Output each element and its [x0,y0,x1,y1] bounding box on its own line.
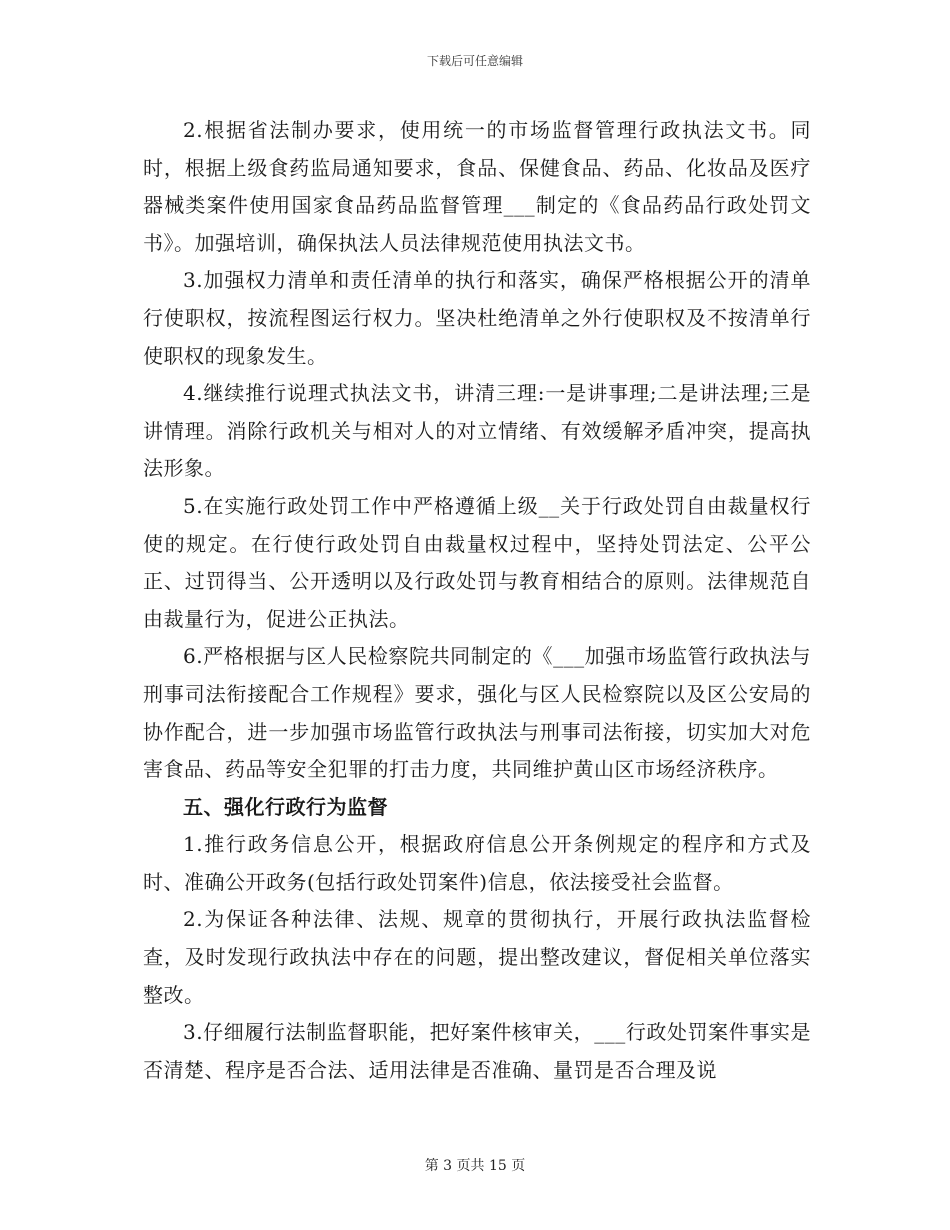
section-paragraph-1: 1.推行政务信息公开，根据政府信息公开条例规定的程序和方式及时、准确公开政务(包括行政处罚案件)信息，依法接受社会监督。 [143,832,811,894]
document-body [143,112,811,1089]
paragraph-item-3: 3.加强权力清单和责任清单的执行和落实，确保严格根据公开的清单行使职权，按流程图运行权力。坚决杜绝清单之外行使职权及不按清单行使职权的现象发生。 [143,268,811,368]
paragraph-item-4: 4.继续推行说理式执法文书，讲清三理:一是讲事理;二是讲法理;三是讲情理。消除行政机关与相对人的对立情绪、有效缓解矛盾冲突，提高执法形象。 [143,381,811,481]
page-number: 第 3 页共 15 页 [424,1158,526,1174]
section-heading: 五、强化行政行为监督 [183,794,388,819]
paragraph-item-6: 6.严格根据与区人民检察院共同制定的《___加强市场监管行政执法与刑事司法衔接配合工作规程》要求，强化与区人民检察院以及区公安局的协作配合，进一步加强市场监管行政执法与刑事司法衔接，切实加大对危害食品、药品等安全犯罪的打击力度，共同维护黄山区市场经济秩序。 [143,644,811,782]
section-paragraph-3: 3.仔细履行法制监督职能，把好案件核审关，___行政处罚案件事实是否清楚、程序是否合法、适用法律是否准确、量罚是否合理及说 [143,1020,811,1082]
paragraph-item-2: 2.根据省法制办要求，使用统一的市场监督管理行政执法文书。同时，根据上级食药监局通知要求，食品、保健食品、药品、化妆品及医疗器械类案件使用国家食品药品监督管理___制定的《食品药品行政处罚文书》。加强培训，确保执法人员法律规范使用执法文书。 [143,118,811,255]
paragraph-item-5: 5.在实施行政处罚工作中严格遵循上级__关于行政处罚自由裁量权行使的规定。在行使行政处罚自由裁量权过程中，坚持处罚法定、公平公正、过罚得当、公开透明以及行政处罚与教育相结合的原则。法律规范自由裁量行为，促进公正执法。 [143,493,811,631]
page-header-note: 下载后可任意编辑 [426,54,523,68]
section-paragraph-2: 2.为保证各种法律、法规、规章的贯彻执行，开展行政执法监督检查，及时发现行政执法中存在的问题，提出整改建议，督促相关单位落实整改。 [143,907,811,1007]
